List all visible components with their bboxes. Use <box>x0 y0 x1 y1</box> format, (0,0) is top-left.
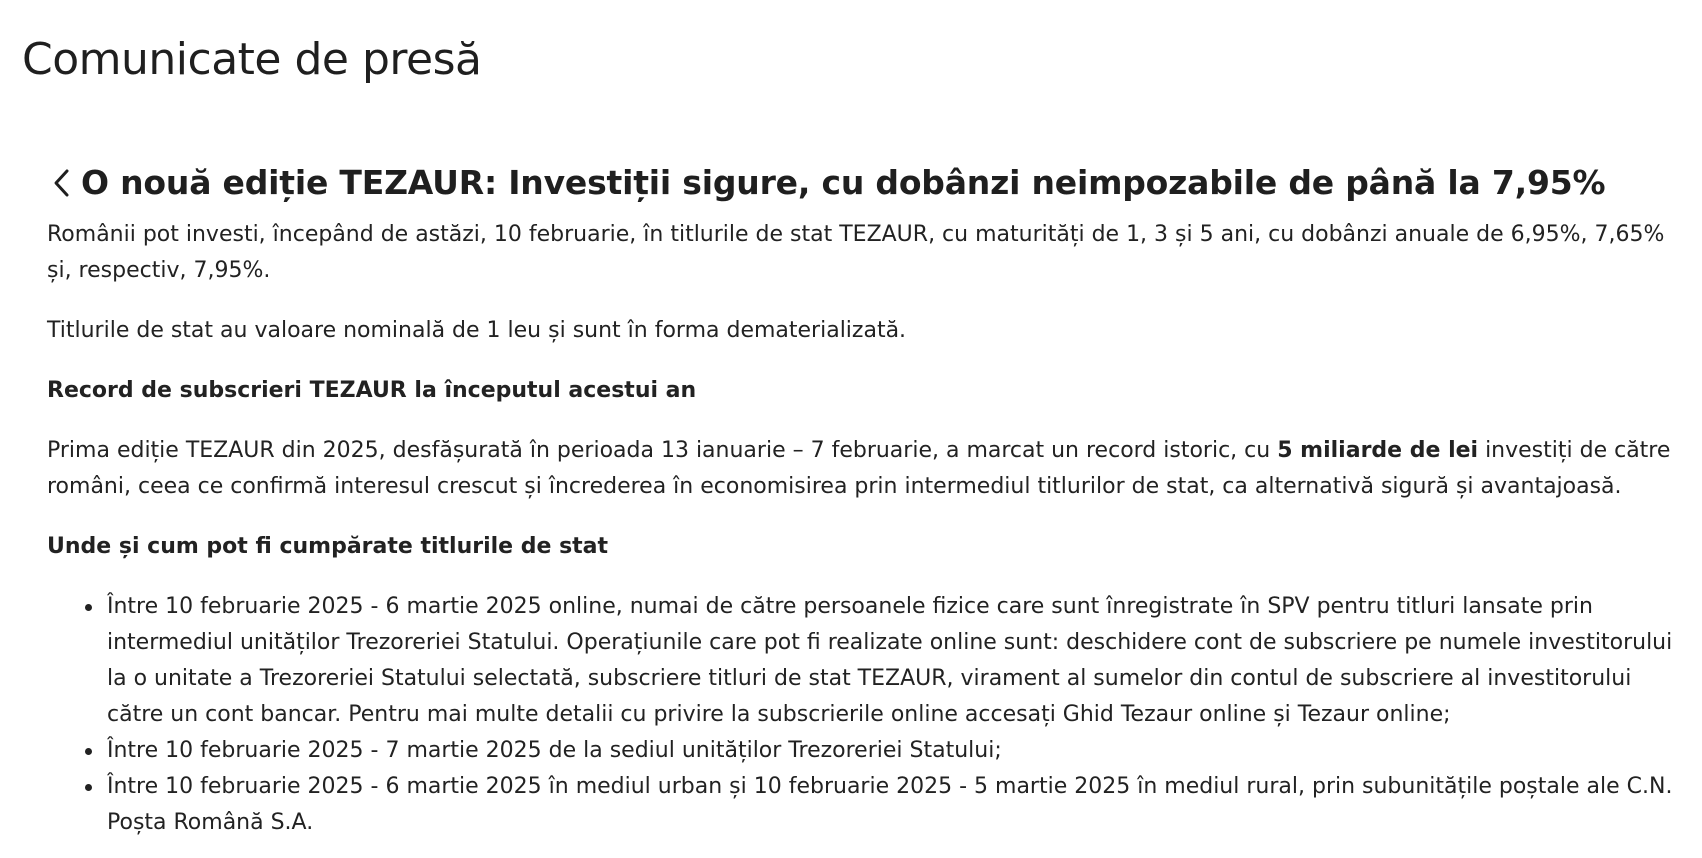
record-text-end: investiți de către români, ceea ce confirmă interesul crescut și încrederea în economisirea prin intermediul titlurilor de stat, ca alternativă sigură și avantajoasă. <box>47 438 1671 499</box>
page-title: Comunicate de presă <box>22 34 482 85</box>
paragraph-nominal-value: Titlurile de stat au valoare nominală de 1 leu și sunt în forma dematerializată. <box>47 318 907 343</box>
purchase-options-list <box>47 589 1677 841</box>
article-header <box>47 161 1677 205</box>
list-item-text: Între 10 februarie 2025 - 6 martie 2025 online, numai de către persoanele fizice care sunt înregistrate în SPV pentru titluri lansate prin intermediul unităților Trezoreriei Statului. Operațiunile care pot fi realizate online sunt: deschidere cont de subscriere pe numele investitorului la o unitate a Trezoreriei Statului selectată, subscriere titluri de stat TEZAUR, virament al sumelor din contul de subscriere al investitorului către un cont bancar. Pentru mai multe detalii cu privire la subscrierile online accesați Ghid Tezaur online și Tezaur online; <box>107 594 1673 727</box>
paragraph-record <box>47 433 1677 505</box>
list-item <box>107 589 1677 733</box>
list-item-text: Între 10 februarie 2025 - 6 martie 2025 în mediul urban și 10 februarie 2025 - 5 martie 2025 în mediul rural, prin subunitățile poștale ale C.N. Poșta Română S.A. <box>107 774 1673 835</box>
section-heading-record: Record de subscrieri TEZAUR la începutul acestui an <box>47 378 697 403</box>
list-item-text: Între 10 februarie 2025 - 7 martie 2025 de la sediul unităților Trezoreriei Statului; <box>107 738 1002 763</box>
chevron-left-icon <box>52 167 72 199</box>
section-heading-where-to-buy: Unde și cum pot fi cumpărate titlurile de stat <box>47 534 609 559</box>
paragraph-intro: Românii pot investi, începând de astăzi, 10 februarie, în titlurile de stat TEZAUR, cu maturități de 1, 3 și 5 ani, cu dobânzi anuale de 6,95%, 7,65% și, respectiv, 7,95%. <box>47 222 1665 283</box>
article <box>47 161 1677 841</box>
bullet-icon <box>85 784 92 791</box>
record-text-start: Prima ediție TEZAUR din 2025, desfășurată în perioada 13 ianuarie – 7 februarie, a marcat un record istoric, cu <box>47 438 1278 463</box>
list-item <box>107 733 1677 769</box>
list-item <box>107 769 1677 841</box>
article-title: O nouă ediție TEZAUR: Investiții sigure, cu dobânzi neimpozabile de până la 7,95% <box>81 163 1606 202</box>
back-button[interactable] <box>47 163 77 203</box>
bullet-icon <box>85 604 92 611</box>
bullet-icon <box>85 748 92 755</box>
record-amount-highlight: 5 miliarde de lei <box>1277 438 1479 463</box>
